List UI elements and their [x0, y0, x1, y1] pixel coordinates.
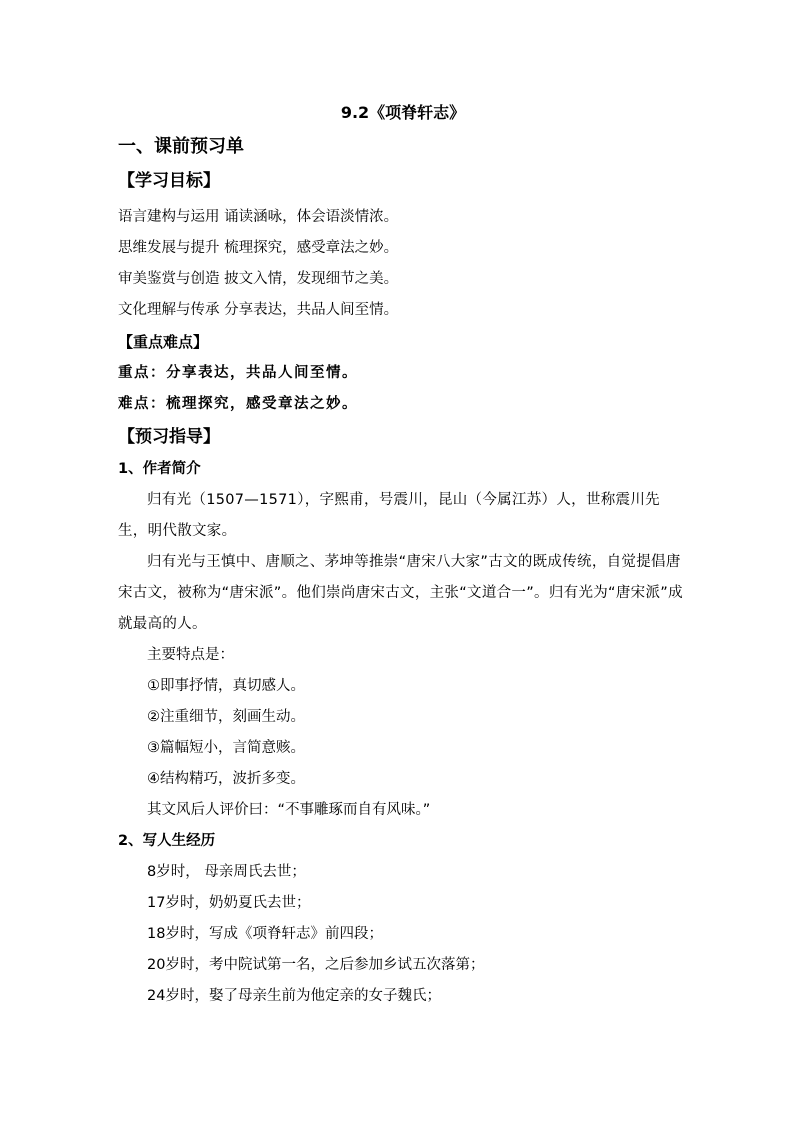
- document-title: 9.2《项脊轩志》: [340, 103, 466, 122]
- life-event: 20岁时，考中院试第一名，之后参加乡试五次落第；: [147, 957, 485, 973]
- keypoint-focus: 重点：分享表达，共品人间至情。: [118, 365, 358, 381]
- guide-heading: 【预习指导】: [118, 427, 220, 447]
- feature-item: ①即事抒情，真切感人。: [147, 678, 305, 694]
- author-paragraph: 归有光与王慎中、唐顺之、茅坤等推崇“唐宋八大家”古文的既成传统，自觉提倡唐宋古文，被称为“唐宋派”。他们崇尚唐宋古文，主张“文道合一”。归有光为“唐宋派”成就最高的人。: [118, 554, 683, 632]
- objectives-heading: 【学习目标】: [118, 171, 220, 191]
- life-experience-heading: 2、写人生经历: [118, 833, 216, 849]
- life-event: 18岁时，写成《项脊轩志》前四段；: [147, 926, 383, 942]
- feature-item: ③篇幅短小，言简意赅。: [147, 740, 305, 756]
- feature-item: ④结构精巧，波折多变。: [147, 771, 305, 787]
- keypoints-heading: 【重点难点】: [118, 333, 209, 351]
- life-event: 8岁时， 母亲周氏去世；: [147, 864, 306, 880]
- author-intro-heading: 1、作者简介: [118, 461, 201, 477]
- objective-line: 思维发展与提升 梳理探究，感受章法之妙。: [118, 240, 399, 256]
- objective-line: 文化理解与传承 分享表达，共品人间至情。: [118, 302, 399, 318]
- features-intro: 主要特点是：: [147, 647, 234, 663]
- section-heading-preview-sheet: 一、课前预习单: [118, 136, 244, 157]
- feature-item: ②注重细节，刻画生动。: [147, 709, 305, 725]
- document-content: [118, 98, 688, 1012]
- objective-line: 语言建构与运用 诵读涵咏，体会语淡情浓。: [118, 209, 399, 225]
- author-paragraph: 归有光（1507—1571），字熙甫，号震川，昆山（今属江苏）人，世称震川先生，明代散文家。: [118, 492, 660, 539]
- life-event: 24岁时，娶了母亲生前为他定亲的女子魏氏；: [147, 988, 441, 1004]
- life-event: 17岁时，奶奶夏氏去世；: [147, 895, 311, 911]
- keypoint-difficulty: 难点：梳理探究，感受章法之妙。: [118, 396, 358, 412]
- objective-line: 审美鉴赏与创造 披文入情，发现细节之美。: [118, 271, 399, 287]
- style-evaluation: 其文风后人评价曰：“不事雕琢而自有风味。”: [147, 802, 431, 818]
